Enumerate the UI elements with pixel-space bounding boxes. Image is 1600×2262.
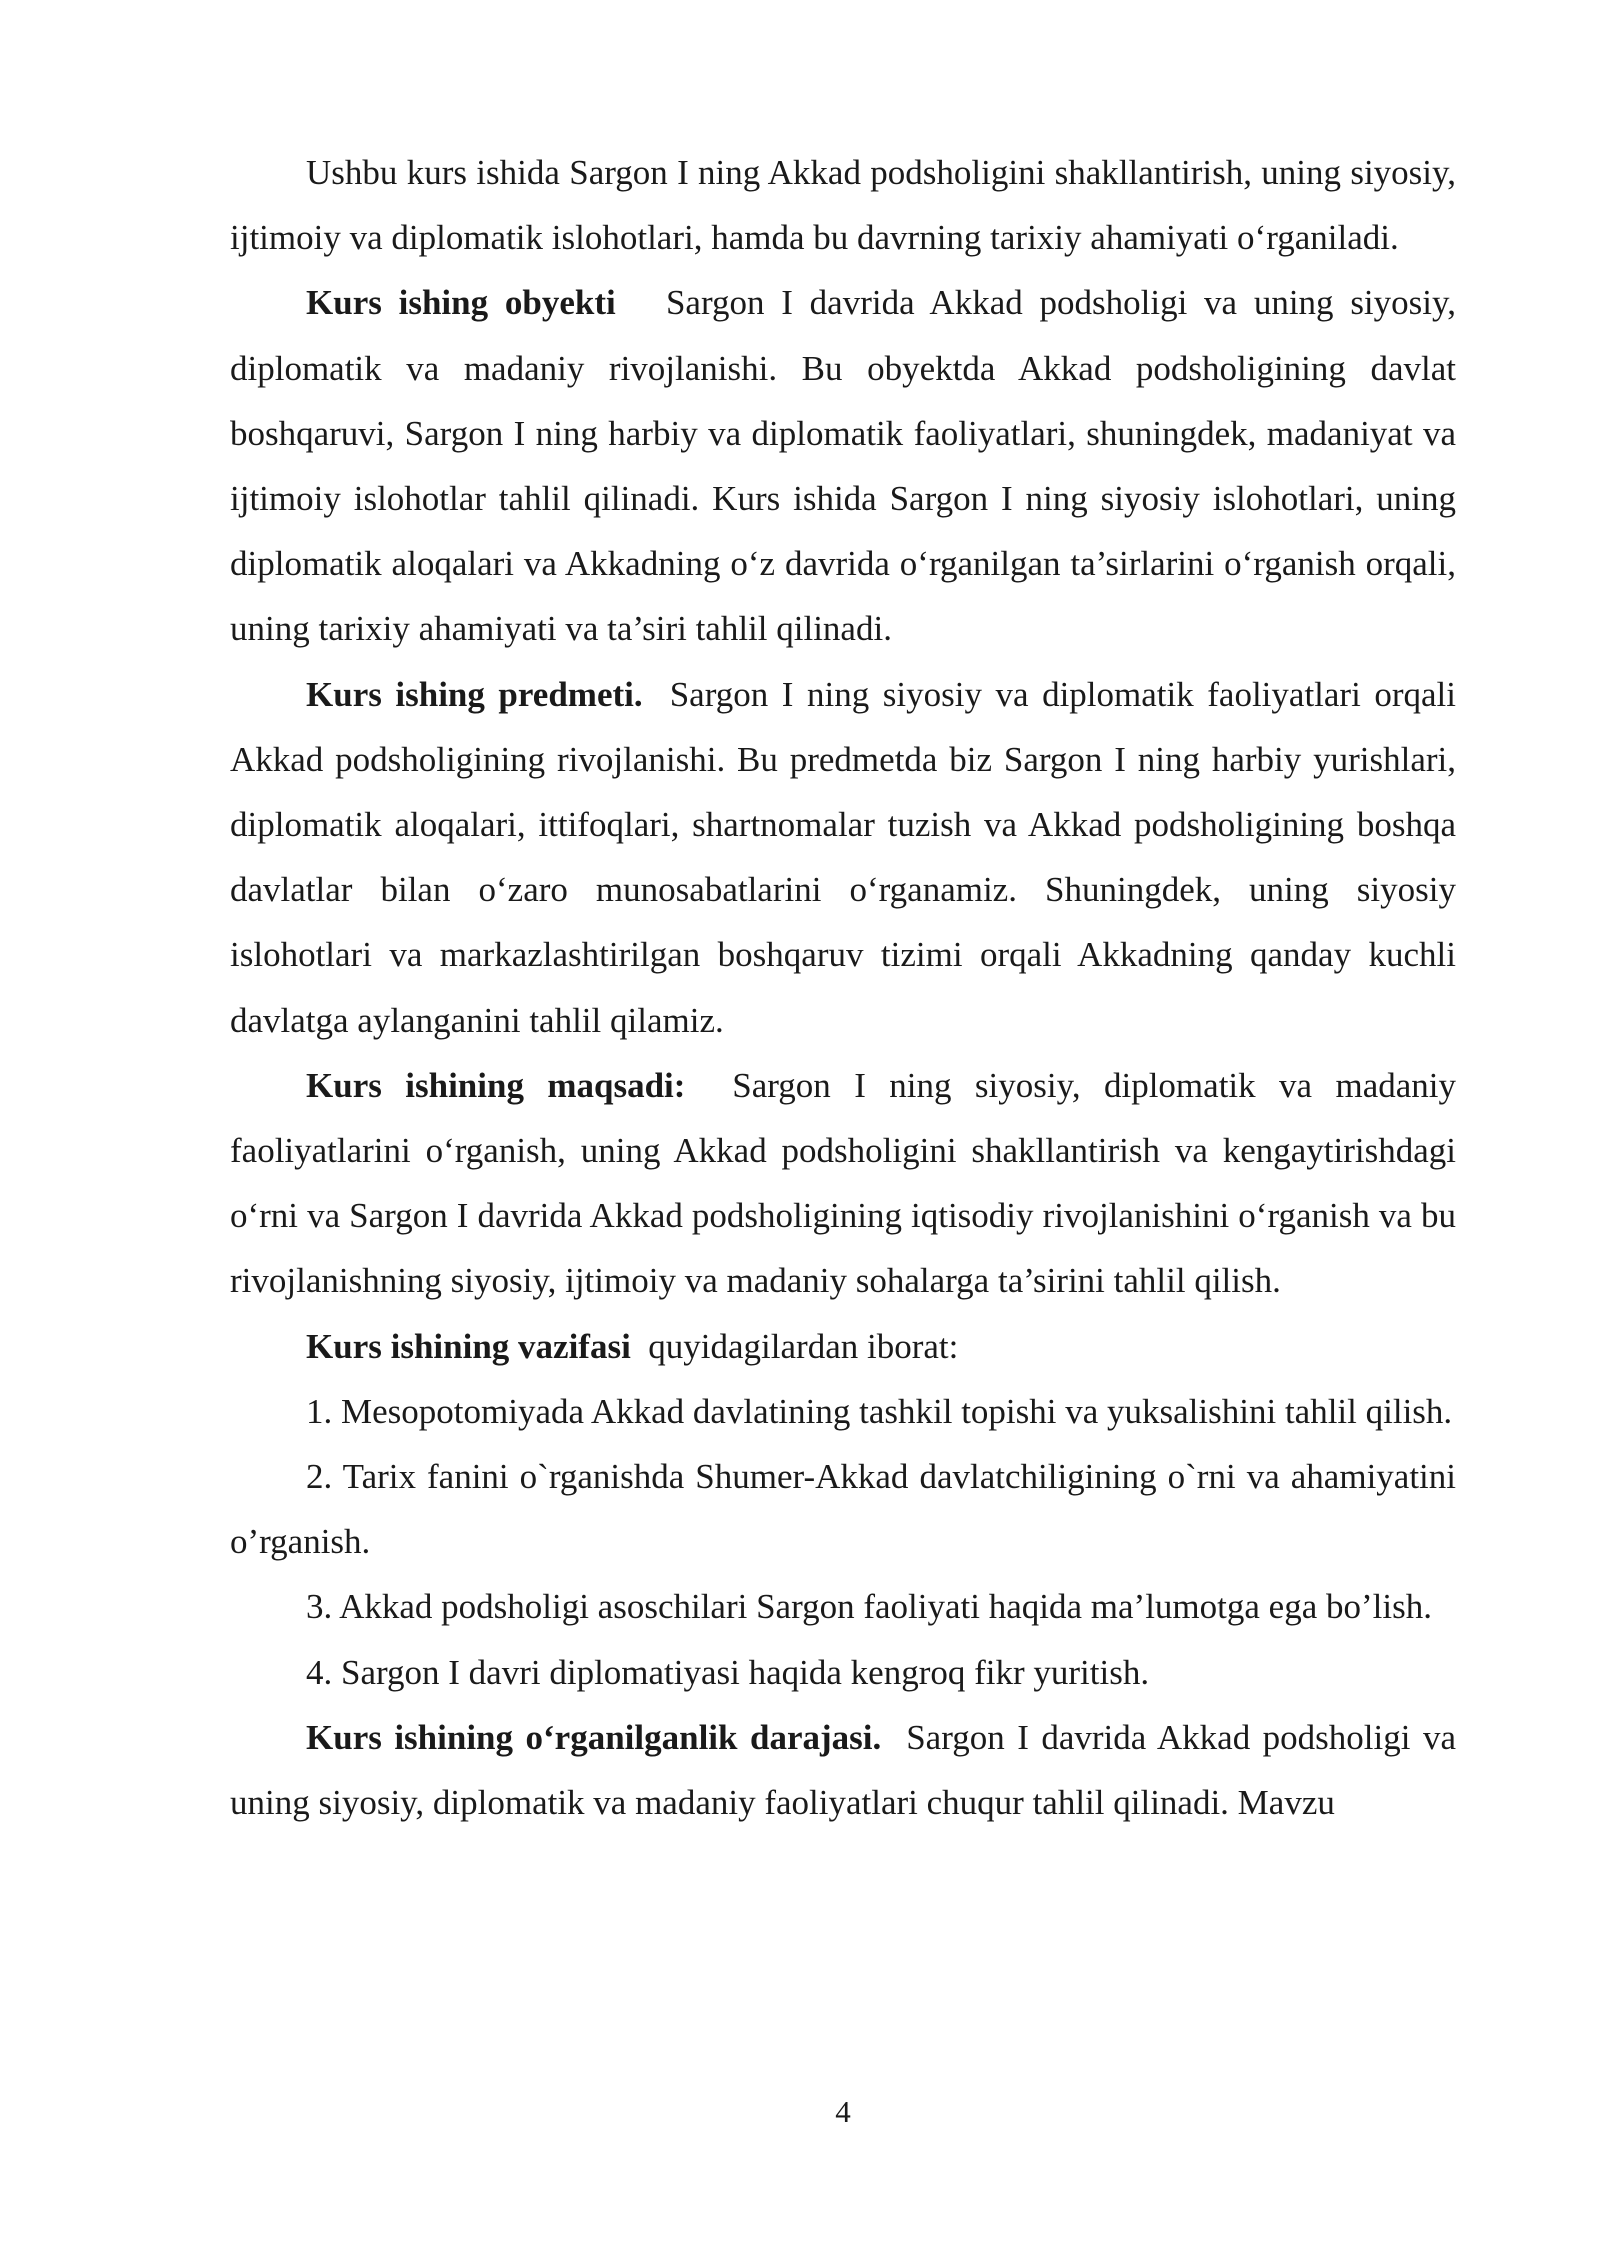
paragraph-tasks (230, 1314, 1456, 1379)
paragraph-text: quyidagilardan iborat: (648, 1326, 959, 1366)
paragraph-text: Sargon I ning siyosiy, diplomatik va madaniy faoliyatlarini o‘rganish, uning Akkad podsholigini shakllantirish va kengaytirishdagi o‘rni va Sargon I davrida Akkad podsholigining iqtisodiy rivojlanishini o‘rganish va bu rivojlanishning siyosiy, ijtimoiy va madaniy sohalarga ta’sirini tahlil qilish. (230, 1065, 1457, 1301)
paragraph-heading: Kurs ishining vazifasi (306, 1326, 631, 1366)
paragraph-heading: Kurs ishining o‘rganilganlik darajasi. (306, 1717, 882, 1757)
task-item-1 (230, 1379, 1456, 1444)
paragraph-object (230, 270, 1456, 661)
paragraph-text: Sargon I davrida Akkad podsholigi va uning siyosiy, diplomatik va madaniy rivojlanishi. Bu obyektda Akkad podsholigining davlat boshqaruvi, Sargon I ning harbiy va diplomatik faoliyatlari, shuningdek, madaniyat va ijtimoiy islohotlar tahlil qilinadi. Kurs ishida Sargon I ning siyosiy islohotlari, uning diplomatik aloqalari va Akkadning o‘z davrida o‘rganilgan ta’sirlarini o‘rganish orqali, uning tarixiy ahamiyati va ta’siri tahlil qilinadi. (230, 283, 1456, 649)
paragraph-subject (230, 662, 1456, 1053)
paragraph-text: 3. Akkad podsholigi asoschilari Sargon faoliyati haqida ma’lumotga ega bo’lish. (306, 1587, 1432, 1627)
task-item-2 (230, 1444, 1456, 1574)
paragraph-intro (230, 140, 1456, 270)
page-number: 4 (835, 2094, 851, 2129)
paragraph-heading: Kurs ishining maqsadi: (306, 1065, 686, 1105)
paragraph-text: 1. Mesopotomiyada Akkad davlatining tashkil topishi va yuksalishini tahlil qilish. (306, 1391, 1453, 1431)
paragraph-text: 4. Sargon I davri diplomatiyasi haqida kengroq fikr yuritish. (306, 1652, 1150, 1692)
paragraph-text: Ushbu kurs ishida Sargon I ning Akkad podsholigini shakllantirish, uning siyosiy, ijtimoiy va diplomatik islohotlari, hamda bu davrning tarixiy ahamiyati o‘rganiladi. (230, 153, 1456, 258)
paragraph-text: Sargon I davrida Akkad podsholigi va uning siyosiy, diplomatik va madaniy faoliyatlari chuqur tahlil qilinadi. Mavzu (230, 1717, 1456, 1823)
paragraph-heading: Kurs ishing obyekti (306, 283, 616, 323)
body-text (230, 140, 1456, 1835)
paragraph-text: 2. Tarix fanini o`rganishda Shumer-Akkad davlatchiligining o`rni va ahamiyatini o’rganish. (230, 1457, 1456, 1562)
paragraph-degree-of-study (230, 1705, 1456, 1835)
paragraph-goal (230, 1053, 1456, 1314)
paragraph-heading: Kurs ishing predmeti. (306, 674, 643, 714)
paragraph-text: Sargon I ning siyosiy va diplomatik faoliyatlari orqali Akkad podsholigining rivojlanishi. Bu predmetda biz Sargon I ning harbiy yurishlari, diplomatik aloqalari, ittifoqlari, shartnomalar tuzish va Akkad podsholigining boshqa davlatlar bilan o‘zaro munosabatlarini o‘rganamiz. Shuningdek, uning siyosiy islohotlari va markazlashtirilgan boshqaruv tizimi orqali Akkadning qanday kuchli davlatga aylanganini tahlil qilamiz. (230, 674, 1456, 1040)
task-item-3 (230, 1574, 1456, 1639)
task-item-4 (230, 1640, 1456, 1705)
